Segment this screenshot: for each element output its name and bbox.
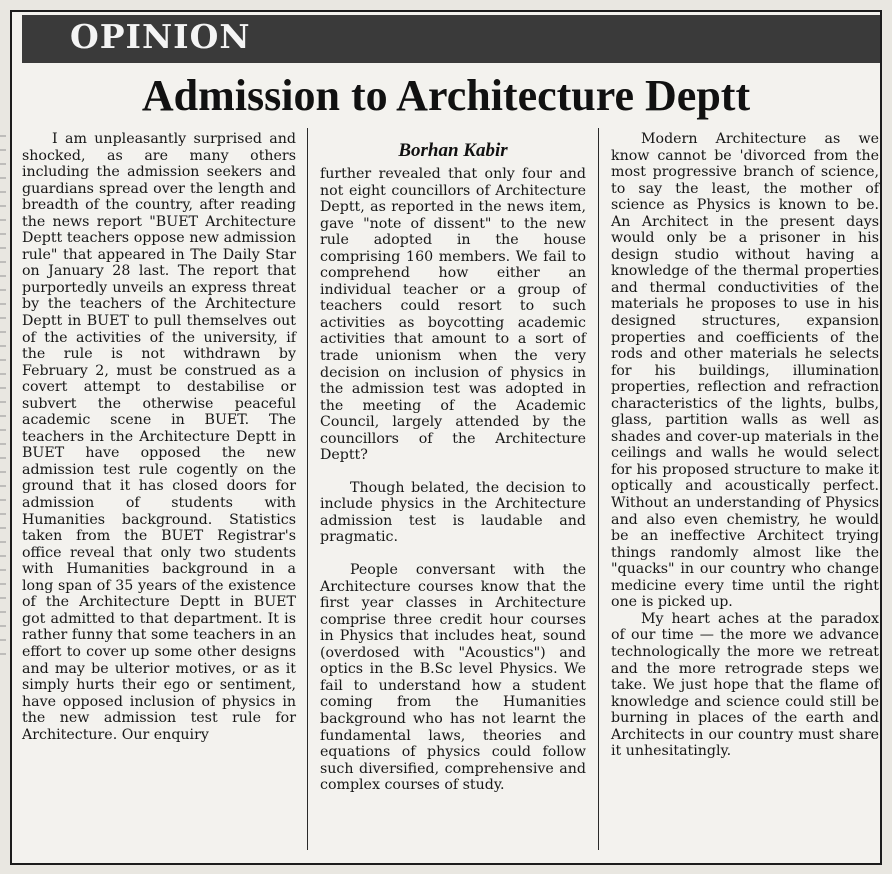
column2-paragraph-2: Though belated, the decision to include physics in the Architecture admission test is laudable and pragmatic. bbox=[320, 479, 586, 546]
article-column-2 bbox=[320, 166, 586, 794]
author-byline: Borhan Kabir bbox=[398, 140, 508, 161]
column3-paragraph-1: Modern Architecture as we know cannot be 'divorced from the most progressive branch of science, to say the least, the mother of science as Physics is known to be. An Architect in the present days would only be a prisoner in his design studio without having a knowledge of the thermal properties and thermal conductivities of the materials he proposes to use in his designed structures, expansion properties and coefficients of the rods and other materials he selects for his buildings, illumination properties, reflection and refraction characteristics of the lights, bulbs, glass, partition walls as well as shades and cover-up materials in the ceilings and walls he would select for his proposed structure to make it optically and acoustically perfect. Without an understanding of Physics and also even chemistry, he would be an ineffective Architect trying things randomly almost like the "quacks" in our country who change medicine every time until the right one is picked up. bbox=[611, 131, 879, 611]
article-column-1 bbox=[22, 131, 296, 743]
column1-paragraph-1: I am unpleasantly surprised and shocked, as are many others including the admission seekers and guardians spread over the length and breadth of the country, after reading the news report "BUET Architecture Deptt teachers oppose new admission rule" that appeared in The Daily Star on January 28 last. The report that purportedly unveils an express threat by the teachers of the Architecture Deptt in BUET to pull themselves out of the activities of the university, if the rule is not withdrawn by February 2, must be construed as a covert attempt to destabilise or subvert the otherwise peaceful academic scene in BUET. The teachers in the Architecture Deptt in BUET have opposed the new admission test rule cogently on the ground that it has closed doors for admission of students with Humanities background. Statistics taken from the BUET Registrar's office reveal that only two students with Humanities background in a long span of 35 years of the existence of the Architecture Deptt in BUET got admitted to that department. It is rather funny that some teachers in an effort to cover up some other designs and may be ulterior motives, or as it simply hurts their ego or sentiment, have opposed inclusion of physics in the new admission test rule for Architecture. Our enquiry bbox=[22, 131, 296, 743]
column-divider bbox=[598, 128, 599, 850]
section-banner bbox=[22, 15, 880, 63]
column2-paragraph-3: People conversant with the Architecture courses know that the first year classes in Architecture comprise three credit hour courses in Physics that includes heat, sound (overdosed with "Acoustics") and optics in the B.Sc level Physics. We fail to understand how a student coming from the Humanities background who has not learnt the fundamental laws, theories and equations of physics could follow such diversified, comprehensive and complex courses of study. bbox=[320, 562, 586, 794]
column2-paragraph-1: further revealed that only four and not eight councillors of Architecture Deptt, as reported in the news item, gave "note of dissent" to the new rule adopted in the house comprising 160 members. We fail to comprehend how either an individual teacher or a group of teachers could resort to such activities as boycotting academic activities that amount to a sort of trade unionism when the very decision on inclusion of physics in the admission test was adopted in the meeting of the Academic Council, largely attended by the councillors of the Architecture Deptt? bbox=[320, 166, 586, 464]
article-headline: Admission to Architecture Deptt bbox=[141, 71, 751, 120]
scan-edge-marks bbox=[0, 135, 6, 655]
column-divider bbox=[307, 128, 308, 850]
section-label: OPINION bbox=[70, 17, 251, 56]
article-column-3 bbox=[611, 131, 879, 760]
column3-paragraph-2: My heart aches at the paradox of our time — the more we advance technologically the more we retreat and the more retrograde steps we take. We just hope that the flame of knowledge and science could still be burning in places of the earth and Architects in our country must share it unhesitatingly. bbox=[611, 610, 879, 760]
